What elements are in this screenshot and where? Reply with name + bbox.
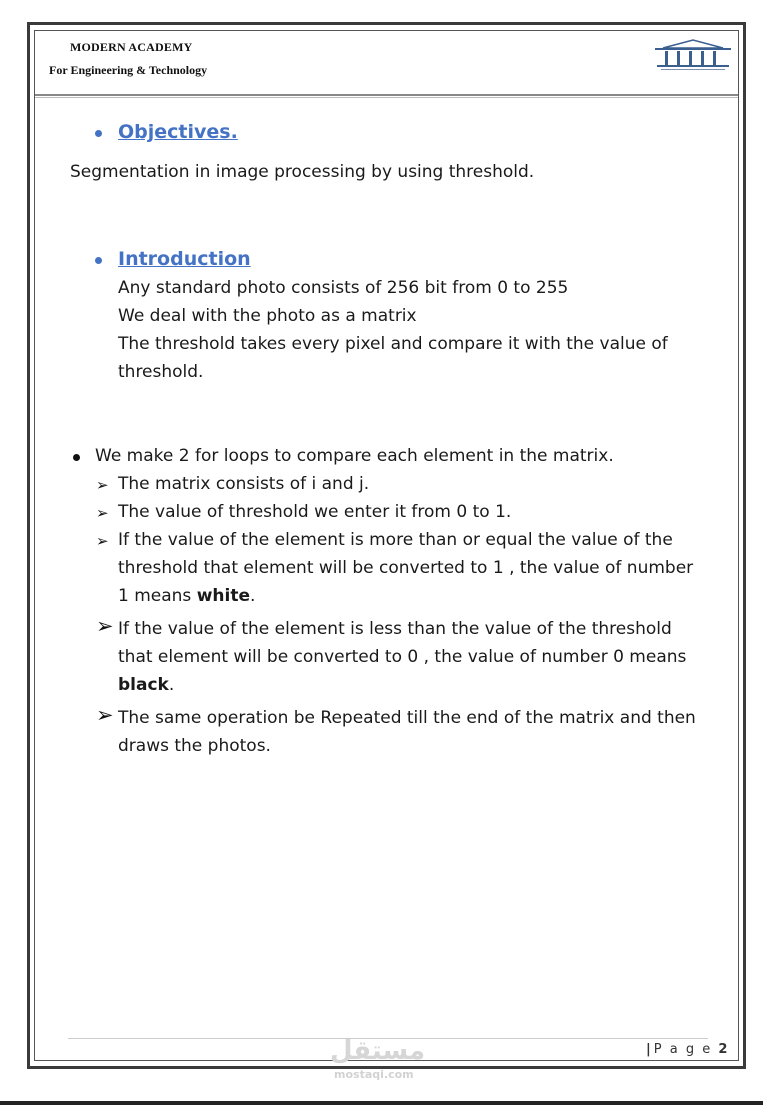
arrow-bullet-icon: ➢ — [96, 703, 114, 727]
watermark-url: mostaqi.com — [334, 1068, 414, 1081]
loops-item: If the value of the element is more than or equal the value of the — [118, 530, 673, 550]
loops-item-continued: draws the photos. — [118, 736, 271, 756]
objectives-text: Segmentation in image processing by using threshold. — [70, 162, 535, 182]
loops-bullet — [73, 454, 80, 461]
introduction-heading: Introduction — [118, 248, 251, 270]
loops-main-text: We make 2 for loops to compare each element in the matrix. — [95, 446, 614, 466]
keyword-black: black — [118, 675, 169, 695]
arrow-bullet-icon: ➢ — [96, 504, 109, 522]
arrow-bullet-icon: ➢ — [96, 476, 109, 494]
loops-item-continued: threshold that element will be converted to 1 , the value of number — [118, 558, 694, 578]
header-rule-thin — [35, 97, 738, 98]
text-run: . — [250, 586, 256, 606]
loops-item: The same operation be Repeated till the end of the matrix and then — [118, 708, 696, 728]
loops-item: The matrix consists of i and j. — [118, 474, 370, 494]
academy-logo-icon — [653, 38, 733, 74]
loops-item: If the value of the element is less than the value of the threshold — [118, 619, 672, 639]
loops-item: The value of threshold we enter it from 0 to 1. — [118, 502, 512, 522]
header-institution: MODERN ACADEMY — [70, 40, 193, 54]
loops-item-continued — [118, 675, 174, 695]
arrow-bullet-icon: ➢ — [96, 532, 109, 550]
document-header — [35, 31, 738, 95]
text-run: 1 means — [118, 586, 197, 606]
introduction-line: Any standard photo consists of 256 bit from 0 to 255 — [118, 278, 569, 298]
keyword-white: white — [196, 586, 250, 606]
page-number — [646, 1042, 727, 1057]
header-subtitle: For Engineering & Technology — [49, 63, 208, 77]
introduction-line: The threshold takes every pixel and compare it with the value of — [118, 334, 668, 354]
introduction-bullet — [95, 257, 102, 264]
watermark-logo: مستقل — [330, 1036, 426, 1066]
header-rule — [35, 94, 738, 96]
loops-item-continued: that element will be converted to 0 , the value of number 0 means — [118, 647, 687, 667]
loops-item-continued — [118, 586, 255, 606]
objectives-bullet — [95, 130, 102, 137]
objectives-heading: Objectives. — [118, 121, 238, 143]
page-number-value: 2 — [718, 1042, 728, 1057]
text-run: . — [168, 675, 175, 695]
arrow-bullet-icon: ➢ — [96, 614, 114, 638]
page-label: P a g e — [653, 1042, 719, 1057]
introduction-line: threshold. — [118, 362, 204, 382]
bottom-edge-bar — [0, 1101, 763, 1105]
page-bar: | — [646, 1042, 651, 1057]
introduction-line: We deal with the photo as a matrix — [118, 306, 417, 326]
